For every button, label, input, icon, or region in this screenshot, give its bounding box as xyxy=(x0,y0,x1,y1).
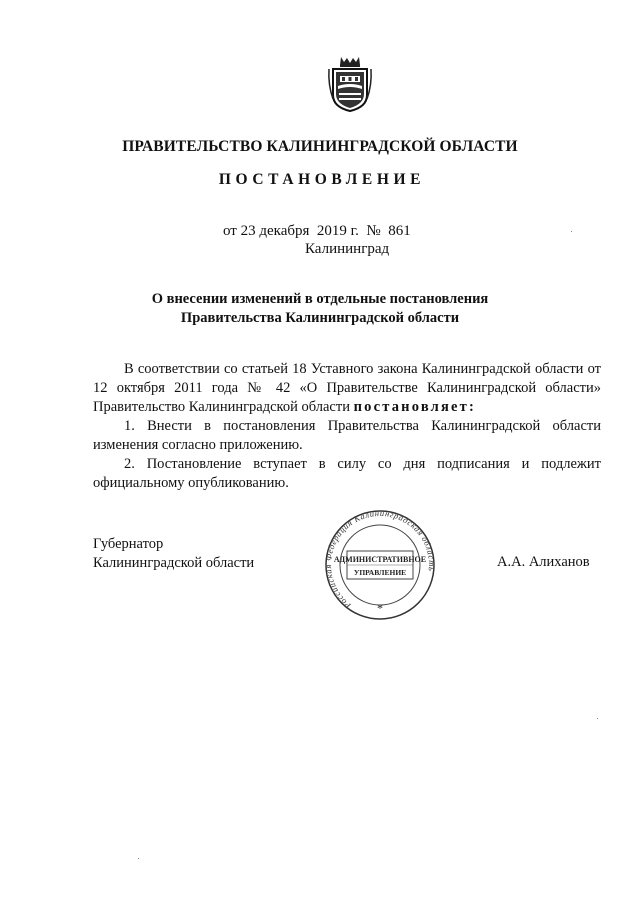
document-body xyxy=(93,360,601,493)
date-year: 2019 г. xyxy=(316,223,359,239)
body-paragraph-2: 1. Внести в постановления Правительства Калининградской области изменения согласно приложению. xyxy=(93,418,601,453)
heading-line-1: О внесении изменений в отдельные постановления xyxy=(151,291,489,307)
number-sign: № xyxy=(366,223,381,239)
seal-star: * xyxy=(377,601,383,615)
scan-speck xyxy=(571,231,572,232)
document-number: 861 xyxy=(388,223,411,239)
seal-inner-line-2: УПРАВЛЕНИЕ xyxy=(353,568,407,577)
scan-speck xyxy=(597,718,598,719)
official-seal xyxy=(313,508,447,620)
paragraph-1-text: В соответствии со статьей 18 Уставного закона Калининградской области от 12 октября 2011 года № 42 «О Правительстве Калининградской области» Правительство Калининградской области xyxy=(93,361,601,415)
organization-title: ПРАВИТЕЛЬСТВО КАЛИНИНГРАДСКОЙ ОБЛАСТИ xyxy=(122,138,518,155)
date-prefix: от xyxy=(223,223,237,239)
signer-title-line-2: Калининградской области xyxy=(93,555,255,571)
body-paragraph-3: 2. Постановление вступает в силу со дня подписания и подлежит официальному опубликованию. xyxy=(93,456,601,491)
coat-of-arms-icon xyxy=(327,55,373,113)
resolution-keyword: постановляет: xyxy=(353,399,477,415)
seal-ring-text: Российская Федерация Калининградская область xyxy=(322,508,438,611)
document-type: ПОСТАНОВЛЕНИЕ xyxy=(218,171,426,188)
scan-speck xyxy=(138,858,139,859)
document-heading xyxy=(0,290,640,328)
date-number-line xyxy=(223,223,411,240)
signer-title xyxy=(93,535,254,573)
signer-name: А.А. Алиханов xyxy=(497,554,590,570)
heading-line-2: Правительства Калининградской области xyxy=(180,310,460,326)
date-day-month: 23 декабря xyxy=(240,223,310,239)
seal-inner-line-1: АДМИНИСТРАТИВНОЕ xyxy=(333,555,427,564)
city: Калининград xyxy=(305,241,390,257)
signer-title-line-1: Губернатор xyxy=(93,536,164,552)
body-paragraph-1 xyxy=(93,360,601,417)
